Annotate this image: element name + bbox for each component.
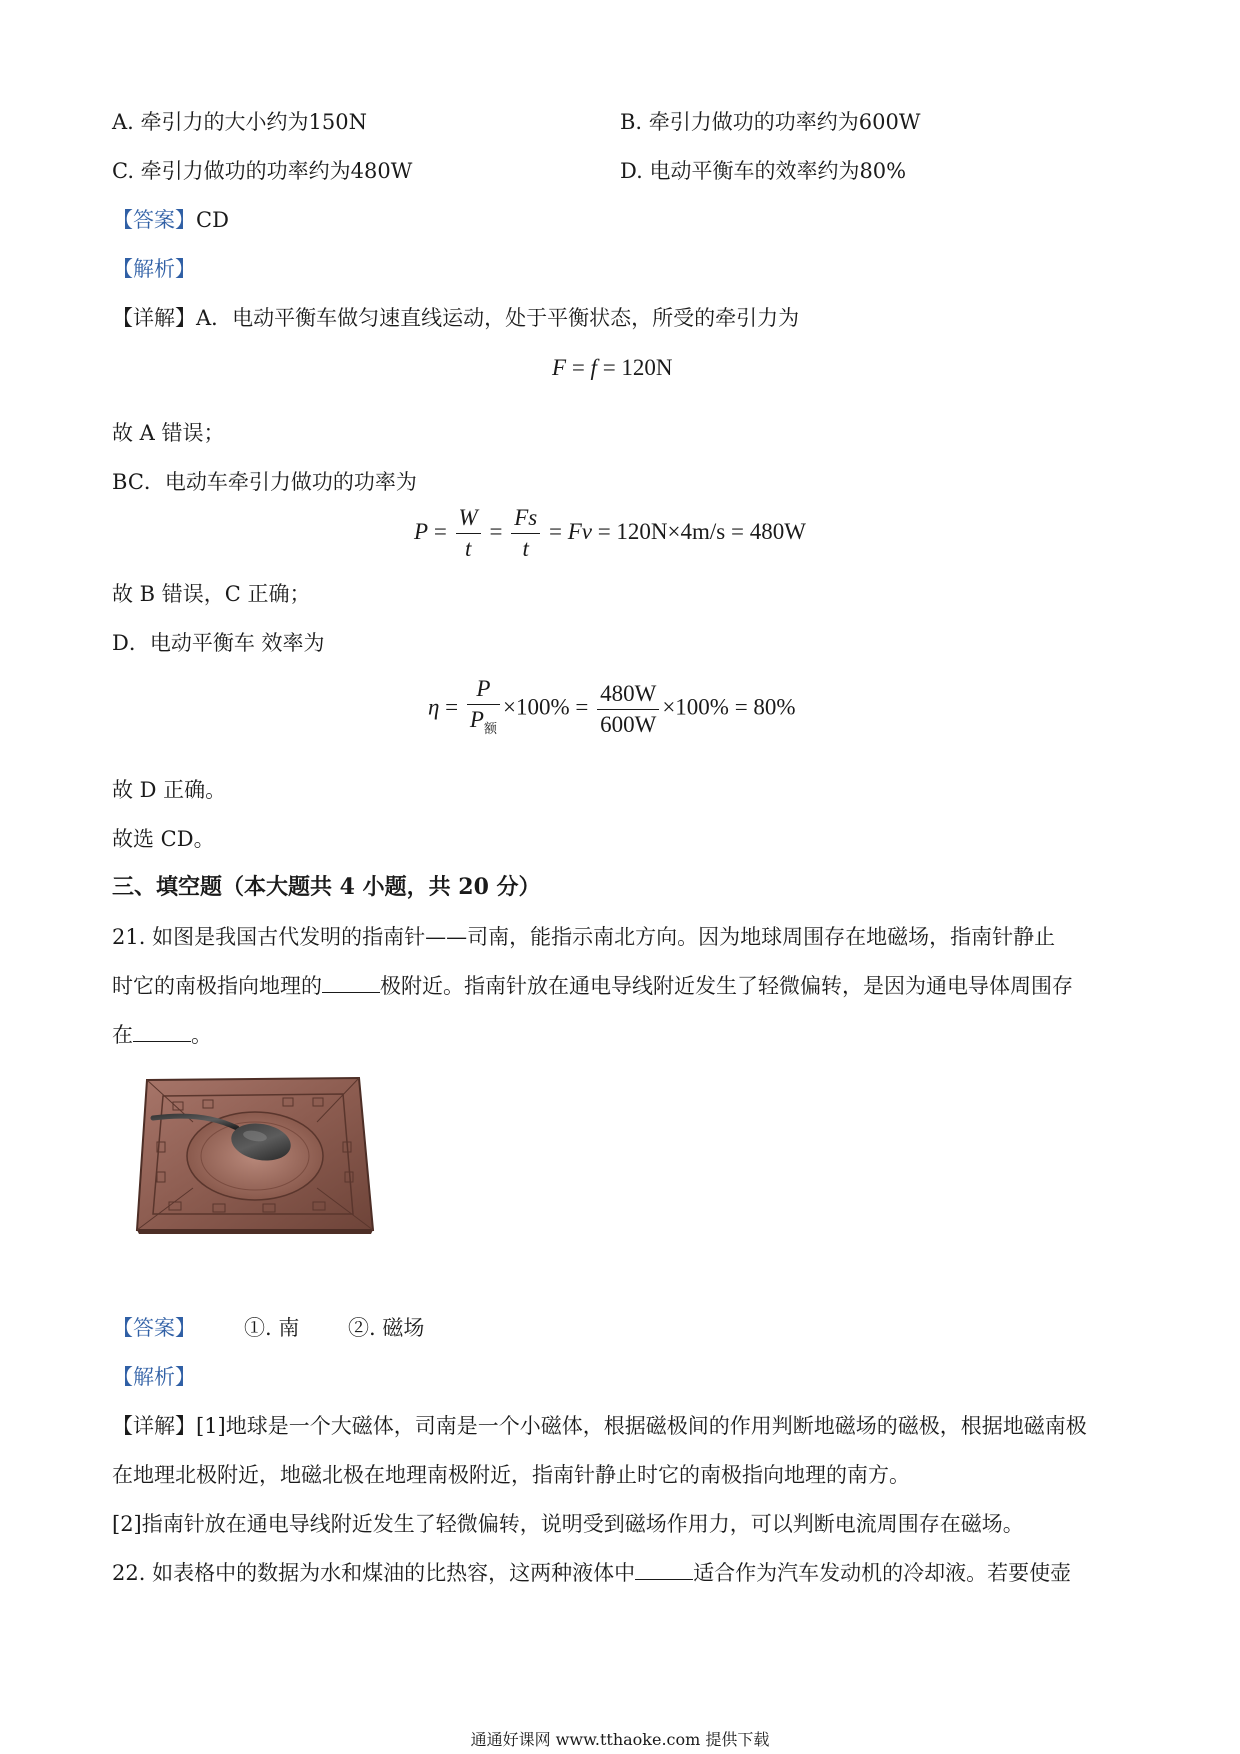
option-b: B. 牵引力做功的功率约为600W (620, 110, 921, 134)
q21-line-3a: 在 (112, 1023, 133, 1047)
answer-value: CD (196, 208, 229, 232)
page-footer: 通通好课网 www.tthaoke.com 提供下载 (470, 1730, 770, 1749)
equation-power: P = $\frac{W}{t}$ = $\frac{Fs}{t}$ = Fv = 120N×4m/s = 480W (414, 503, 806, 564)
eq2-tail: = 120N×4m/s = 480W (591, 518, 806, 544)
eq3-tail: ×100% = 80% (662, 694, 796, 720)
eq2-p: P (414, 518, 429, 544)
conclusion-bc: 故 B 错误，C 正确； (112, 582, 311, 606)
q21-detail-1a-text: [1]地球是一个大磁体，司南是一个小磁体，根据磁极间的作用判断地磁场的磁极，根据地磁南极 (196, 1414, 1087, 1438)
q21-blank-1 (322, 974, 380, 993)
q22-line-1a: 22. 如表格中的数据为水和煤油的比热容，这两种液体中 (112, 1561, 636, 1585)
q21-line-2a: 时它的南极指向地理的 (112, 974, 322, 998)
q21-detail-2: [2]指南针放在通电导线附近发生了轻微偏转，说明受到磁场作用力，可以判断电流周围存在磁场。 (112, 1512, 1024, 1536)
q21-line-2b: 极附近。指南针放在通电导线附近发生了轻微偏转，是因为通电导体周围存 (380, 974, 1073, 998)
eq2-fv: Fv (567, 518, 592, 544)
eq1-lhs: F (552, 355, 567, 380)
q22-line-1 (112, 1557, 1071, 1587)
analysis-tag: 【解析】 (112, 257, 196, 281)
option-d: D. 电动平衡车的效率约为80% (620, 159, 907, 183)
eq3-frac1-den (467, 705, 500, 744)
eq3-fraction-2 (597, 679, 659, 740)
q21-analysis-tag: 【解析】 (112, 1365, 196, 1389)
eq3-frac1-den-sub: 额 (483, 721, 497, 736)
eq3-frac1-den-p: P (469, 707, 484, 732)
answer-line (112, 204, 229, 234)
q21-answer-tag: 【答案】 (112, 1316, 196, 1340)
q21-line-3 (112, 1019, 212, 1049)
eq3-frac1-num: P (467, 674, 500, 705)
eq2-frac1-num: W (456, 503, 481, 534)
q21-answer-1: ①. 南 (244, 1316, 300, 1340)
eq3-frac2-den: 600W (600, 711, 657, 737)
eq1-eq: = (566, 355, 591, 380)
detail-d: D．电动平衡车 效率为 (112, 631, 325, 655)
eq2-fraction-1 (456, 503, 481, 564)
equation-efficiency: η = $\frac{P}{P_额}$ ×100% = $\frac{480W}{600W}$ ×100% = 80% (428, 674, 796, 744)
sinan-compass-image (133, 1072, 377, 1234)
eq3-mid: ×100% = (502, 694, 595, 720)
eq1-rhs: = 120N (596, 355, 673, 380)
eq2-frac2-den: t (522, 536, 529, 561)
option-a: A. 牵引力的大小约为150N (112, 110, 367, 134)
eq3-eta: η (428, 694, 440, 720)
section-heading: 三、填空题（本大题共 4 小题，共 20 分） (112, 874, 541, 900)
detail-a (112, 302, 799, 332)
q21-line-2 (112, 970, 1073, 1000)
q21-answer-2: ②. 磁场 (348, 1316, 425, 1340)
q21-line-3b: 。 (191, 1023, 212, 1047)
eq2-fraction-2 (511, 503, 540, 564)
q21-line-1: 21. 如图是我国古代发明的指南针——司南，能指示南北方向。因为地球周围存在地磁场，指南针静止 (112, 925, 1056, 949)
option-c: C. 牵引力做功的功率约为480W (112, 159, 413, 183)
conclusion-a: 故 A 错误； (112, 421, 225, 445)
detail-a-text: A．电动平衡车做匀速直线运动，处于平衡状态，所受的牵引力为 (196, 306, 800, 330)
q21-blank-2 (133, 1023, 191, 1042)
q22-line-1b: 适合作为汽车发动机的冷却液。若要使壶 (693, 1561, 1072, 1585)
eq3-frac2-num: 480W (597, 679, 659, 710)
q21-detail-1b: 在地理北极附近，地磁北极在地理南极附近，指南针静止时它的南极指向地理的南方。 (112, 1463, 910, 1487)
equation-traction-force (552, 355, 673, 381)
eq2-frac1-den: t (464, 536, 472, 561)
detail-bc: BC．电动车牵引力做功的功率为 (112, 470, 417, 494)
eq1-f: f (590, 355, 597, 380)
eq3-fraction-1 (467, 674, 500, 744)
q21-detail-1a (112, 1410, 1087, 1440)
detail-tag: 【详解】 (112, 306, 196, 330)
q22-blank-1 (635, 1561, 693, 1580)
answer-tag: 【答案】 (112, 208, 196, 232)
q21-answer-line (112, 1312, 196, 1342)
q21-detail-tag: 【详解】 (112, 1414, 196, 1438)
final-answer: 故选 CD。 (112, 827, 215, 851)
conclusion-d: 故 D 正确。 (112, 778, 227, 802)
eq2-frac2-num: Fs (511, 503, 540, 534)
